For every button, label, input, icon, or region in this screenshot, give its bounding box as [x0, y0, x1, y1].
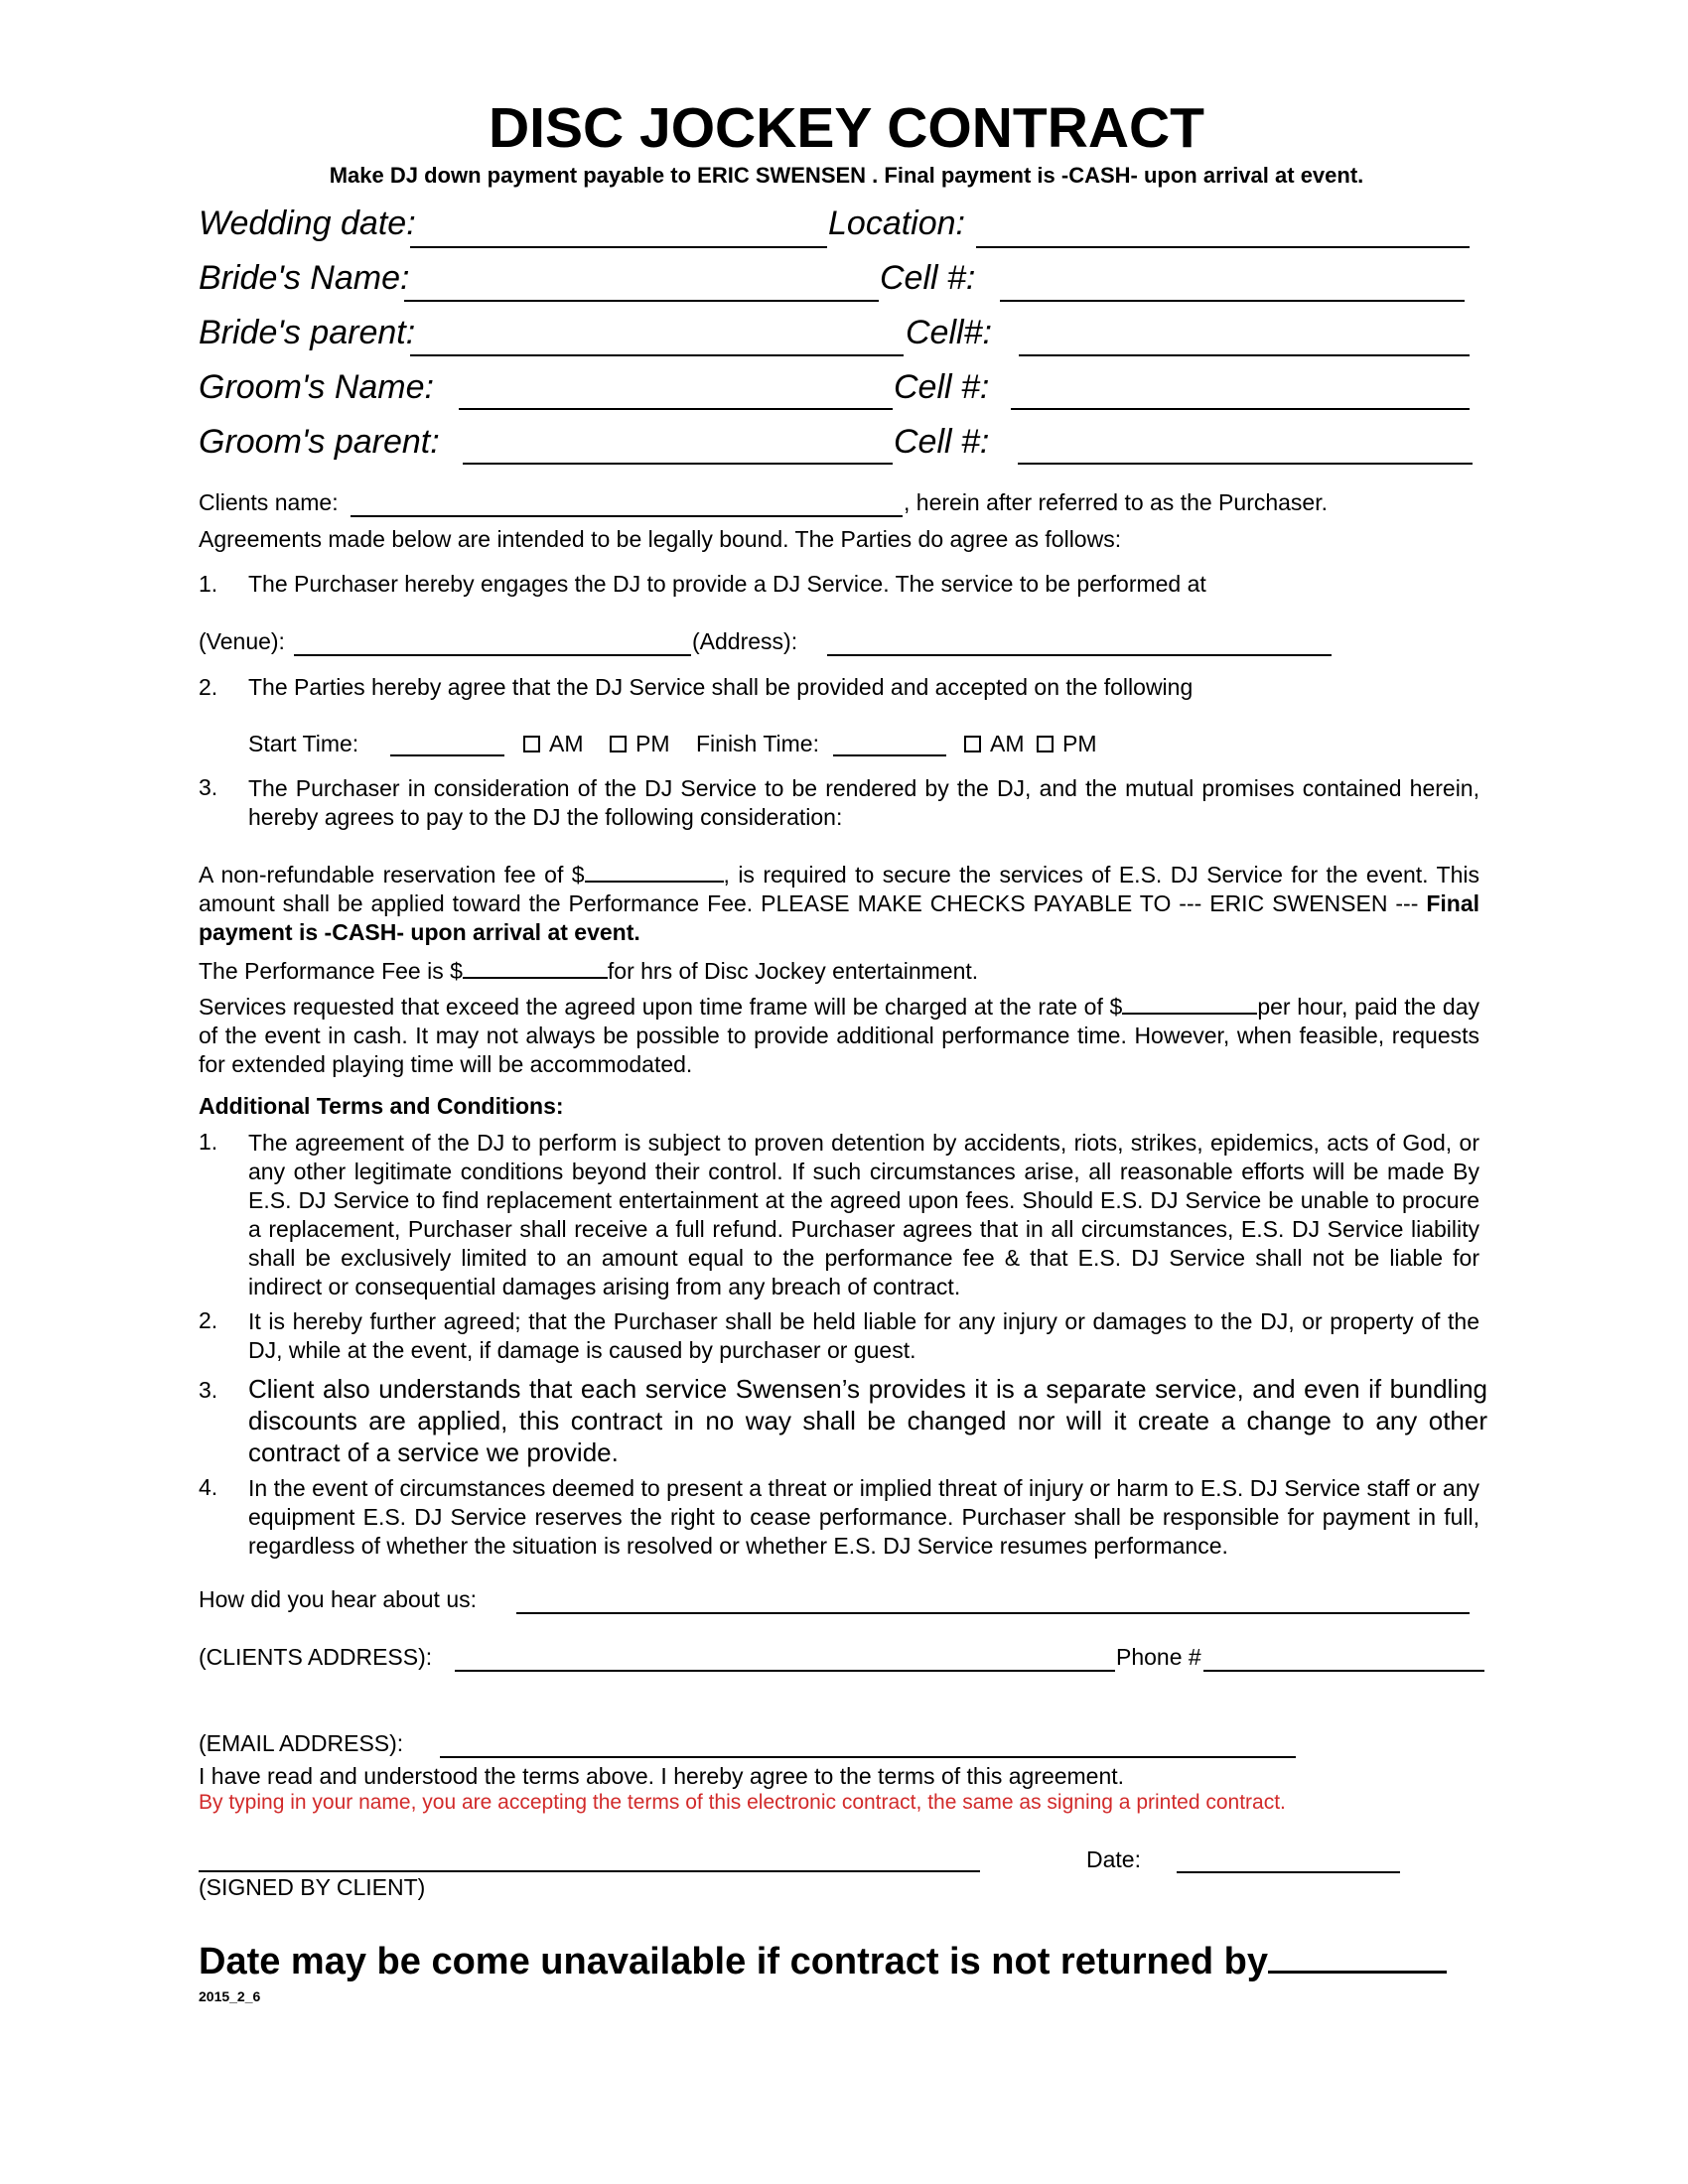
clients-name-label: Clients name: — [199, 489, 339, 515]
reservation-bold-text: Final payment is -CASH- upon arrival at event. — [199, 890, 1479, 945]
signature-field[interactable] — [199, 1870, 980, 1872]
grooms-parent-field[interactable] — [463, 463, 893, 465]
term4-text: In the event of circumstances deemed to present a threat or implied threat of injury or harm to E.S. DJ Service staff or any equipment E.S. DJ Service reserves the right to cease performance. Purchaser shall be responsible for payment in full, regardless of whether the situation is resolved or whether E.S. DJ Service resumes performance. — [248, 1475, 1479, 1559]
brides-name-field[interactable] — [404, 300, 879, 302]
hear-about-label: How did you hear about us: — [199, 1586, 478, 1612]
phone-label: Phone # — [1116, 1644, 1201, 1670]
location-label: Location: — [828, 205, 965, 242]
email-field[interactable] — [440, 1756, 1296, 1758]
start-pm-label: PM — [635, 731, 670, 756]
email-label: (EMAIL ADDRESS): — [199, 1730, 404, 1756]
finish-pm-label: PM — [1062, 731, 1097, 756]
performance-fee-field[interactable] — [463, 959, 608, 979]
grooms-parent-cell-label: Cell #: — [894, 423, 990, 461]
reservation-paragraph — [199, 861, 1479, 947]
overtime-paragraph — [199, 993, 1479, 1079]
additional-terms-heading: Additional Terms and Conditions: — [199, 1093, 564, 1119]
clients-address-label: (CLIENTS ADDRESS): — [199, 1644, 433, 1670]
start-am-checkbox[interactable] — [523, 736, 540, 752]
footer-warning-text: Date may be come unavailable if contract is not returned by — [199, 1941, 1268, 1982]
finish-pm-checkbox[interactable] — [1037, 736, 1054, 752]
phone-field[interactable] — [1203, 1670, 1484, 1672]
brides-parent-field[interactable] — [410, 354, 904, 356]
hear-about-field[interactable] — [516, 1612, 1470, 1614]
clients-address-field[interactable] — [455, 1670, 1115, 1672]
grooms-name-field[interactable] — [459, 408, 893, 410]
term2-number: 2. — [199, 1307, 218, 1333]
finish-am-label: AM — [990, 731, 1025, 756]
term4-number: 4. — [199, 1474, 218, 1500]
version-code: 2015_2_6 — [199, 1988, 261, 2004]
wedding-date-field[interactable] — [410, 246, 827, 248]
signed-by-client-label: (SIGNED BY CLIENT) — [199, 1874, 426, 1900]
reservation-fee-field[interactable] — [585, 863, 724, 883]
finish-time-label: Finish Time: — [696, 731, 819, 756]
brides-parent-label: Bride's parent: — [199, 314, 416, 351]
clients-name-suffix: , herein after referred to as the Purchaser. — [904, 489, 1329, 515]
grooms-name-label: Groom's Name: — [199, 368, 434, 406]
wedding-date-label: Wedding date: — [199, 205, 416, 242]
venue-field[interactable] — [294, 654, 691, 656]
contract-page — [199, 0, 1494, 2184]
performance-fee-text-2: for hrs of Disc Jockey entertainment. — [607, 958, 979, 984]
brides-cell-label: Cell #: — [880, 259, 976, 297]
overtime-text-1: Services requested that exceed the agreed upon time frame will be charged at the rate of $ — [199, 994, 1123, 1020]
return-by-field[interactable] — [1268, 1941, 1447, 1974]
grooms-cell-field[interactable] — [1011, 408, 1470, 410]
page-subtitle: Make DJ down payment payable to ERIC SWENSEN . Final payment is -CASH- upon arrival at event. — [329, 163, 1364, 188]
reservation-text-1: A non-refundable reservation fee of $ — [199, 862, 585, 887]
overtime-text-2: per hour, paid the day of the event in cash. It may not always be possible to provide additional performance time. However, when feasible, requests for extended playing time will be accommodated. — [199, 994, 1479, 1077]
start-time-label: Start Time: — [248, 731, 359, 756]
grooms-parent-label: Groom's parent: — [199, 423, 440, 461]
page-title: DISC JOCKEY CONTRACT — [488, 96, 1205, 160]
venue-label: (Venue): — [199, 628, 285, 654]
address-field[interactable] — [827, 654, 1332, 656]
term1-number: 1. — [199, 1129, 218, 1155]
item1-number: 1. — [199, 571, 218, 597]
item3-number: 3. — [199, 774, 218, 800]
brides-cell-field[interactable] — [1000, 300, 1465, 302]
brides-name-label: Bride's Name: — [199, 259, 410, 297]
item2-number: 2. — [199, 674, 218, 700]
electronic-notice: By typing in your name, you are accepting the terms of this electronic contract, the same as signing a printed contract. — [199, 1791, 1286, 1814]
date-field[interactable] — [1177, 1871, 1400, 1873]
item1-text: The Purchaser hereby engages the DJ to provide a DJ Service. The service to be performed at — [248, 571, 1206, 597]
finish-time-field[interactable] — [833, 754, 946, 756]
start-pm-checkbox[interactable] — [610, 736, 627, 752]
brides-parent-cell-label: Cell#: — [906, 314, 992, 351]
finish-am-checkbox[interactable] — [964, 736, 981, 752]
start-am-label: AM — [549, 731, 584, 756]
overtime-rate-field[interactable] — [1122, 995, 1257, 1015]
footer-warning — [199, 1941, 1447, 1983]
location-field[interactable] — [976, 246, 1470, 248]
grooms-parent-cell-field[interactable] — [1018, 463, 1473, 465]
reservation-text-2: , is required to secure the services of E.S. DJ Service for the event. This amount shall be applied toward the Performance Fee. PLEASE MAKE CHECKS PAYABLE TO --- ERIC SWENSEN --- — [199, 862, 1479, 916]
item2-text: The Parties hereby agree that the DJ Service shall be provided and accepted on the following — [248, 674, 1194, 700]
item3-text: The Purchaser in consideration of the DJ Service to be rendered by the DJ, and the mutual promises contained herein, hereby agrees to pay to the DJ the following consideration: — [248, 775, 1479, 830]
address-label: (Address): — [692, 628, 798, 654]
performance-fee-line — [199, 958, 978, 985]
date-label: Date: — [1086, 1846, 1141, 1872]
term3-number: 3. — [199, 1377, 218, 1403]
agreements-intro: Agreements made below are intended to be legally bound. The Parties do agree as follows: — [199, 526, 1122, 552]
performance-fee-text-1: The Performance Fee is $ — [199, 958, 463, 984]
grooms-cell-label: Cell #: — [894, 368, 990, 406]
term1-text: The agreement of the DJ to perform is subject to proven detention by accidents, riots, strikes, epidemics, acts of God, or any other legitimate conditions beyond their control. If such circumstances arise, all reasonable efforts will be made By E.S. DJ Service to find replacement entertainment at the agreed upon fees. Should E.S. DJ Service be unable to procure a replacement, Purchaser shall receive a full refund. Purchaser agrees that in all circumstances, E.S. DJ Service liability shall be exclusively limited to an amount equal to the performance fee & that E.S. DJ Service shall not be liable for indirect or consequential damages arising from any breach of contract. — [248, 1130, 1479, 1299]
term3-text: Client also understands that each service Swensen’s provides it is a separate service, and even if bundling discounts are applied, this contract in no way shall be changed nor will it create a change to any other contract of a service we provide. — [248, 1374, 1487, 1467]
term2-text: It is hereby further agreed; that the Purchaser shall be held liable for any injury or damages to the DJ, or property of the DJ, while at the event, if damage is caused by purchaser or guest. — [248, 1308, 1479, 1363]
agree-text: I have read and understood the terms above. I hereby agree to the terms of this agreement. — [199, 1763, 1125, 1789]
clients-name-field[interactable] — [351, 515, 903, 517]
start-time-field[interactable] — [390, 754, 504, 756]
brides-parent-cell-field[interactable] — [1019, 354, 1470, 356]
